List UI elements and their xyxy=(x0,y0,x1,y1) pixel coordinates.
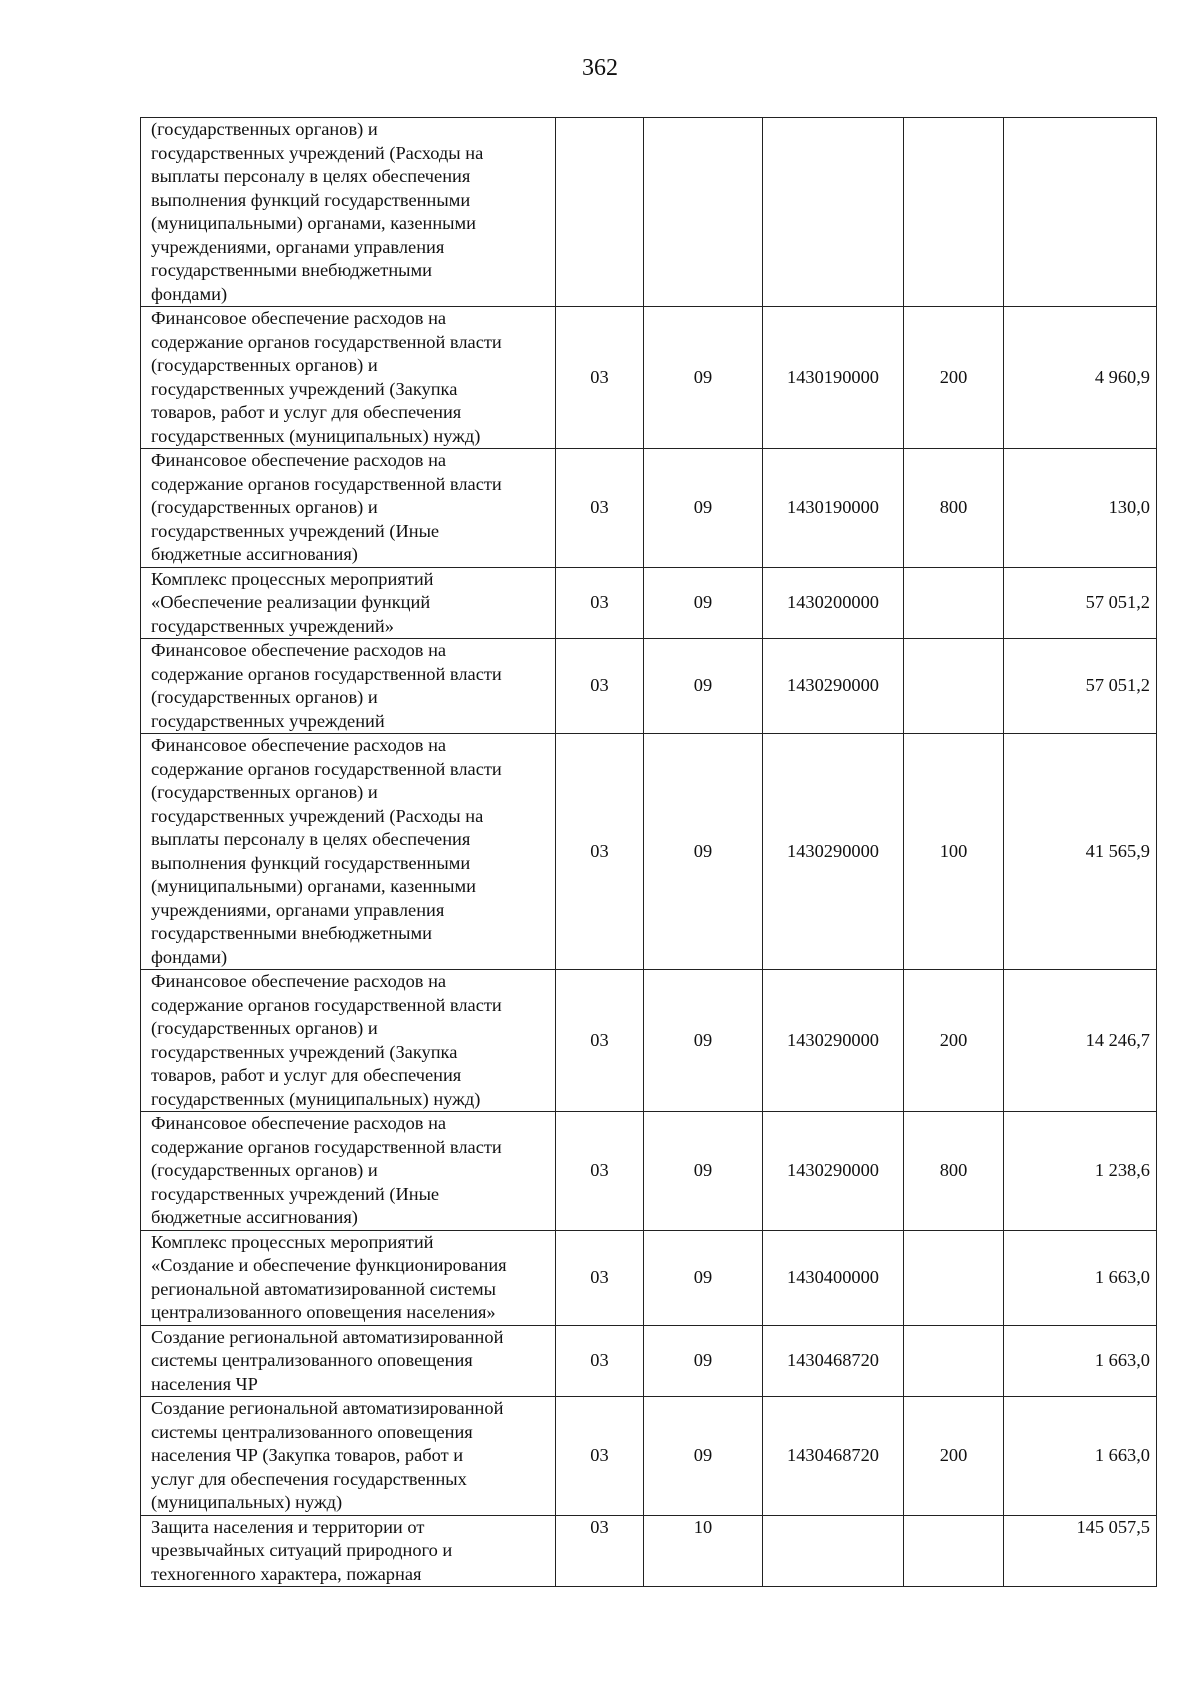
expense-name-line: содержание органов государственной власти xyxy=(151,1136,502,1157)
expense-name-line: услуг для обеспечения государственных xyxy=(151,1468,467,1489)
expense-name-line: Защита населения и территории от xyxy=(151,1516,425,1537)
expense-name-line: Создание региональной автоматизированной xyxy=(151,1398,504,1418)
expense-name-line: Создание региональной автоматизированной xyxy=(151,1326,504,1347)
subsection-code-cell: 09 xyxy=(644,1325,763,1397)
target-article-cell: 1430290000 xyxy=(763,970,904,1112)
subsection-code-cell: 09 xyxy=(644,567,763,639)
expense-name-cell xyxy=(141,1112,556,1231)
expense-name-cell xyxy=(141,1230,556,1325)
section-code-cell: 03 xyxy=(556,1112,644,1231)
expense-type-cell: 200 xyxy=(904,970,1004,1112)
table-row xyxy=(141,449,1157,568)
subsection-code-cell: 09 xyxy=(644,1112,763,1231)
expense-name-line: (муниципальных) нужд) xyxy=(151,1492,343,1512)
expense-name-line: «Обеспечение реализации функций xyxy=(151,592,431,612)
expense-name-line: населения ЧР (Закупка товаров, работ и xyxy=(151,1445,464,1465)
section-code-cell: 03 xyxy=(556,970,644,1112)
expense-name-line: (муниципальными) органами, казенными xyxy=(151,876,476,896)
expense-type-cell: 100 xyxy=(904,734,1004,970)
expense-name-line: (государственных органов) и xyxy=(151,782,378,802)
table-row xyxy=(141,639,1157,734)
expense-name-line: (государственных органов) и xyxy=(151,355,378,375)
expense-name-line: выплаты персоналу в целях обеспечения xyxy=(151,829,471,849)
expense-type-cell: 200 xyxy=(904,1397,1004,1516)
target-article-cell: 1430468720 xyxy=(763,1397,904,1516)
amount-cell: 57 051,2 xyxy=(1004,639,1157,734)
target-article-cell: 1430290000 xyxy=(763,1112,904,1231)
expense-name-line: Финансовое обеспечение расходов на xyxy=(151,308,447,328)
expense-name-line: населения ЧР xyxy=(151,1373,258,1394)
expense-name-cell xyxy=(141,639,556,734)
subsection-code-cell: 10 xyxy=(644,1515,763,1587)
expense-type-cell xyxy=(904,118,1004,307)
expense-name-line: содержание органов государственной власти xyxy=(151,994,502,1015)
expense-type-cell: 800 xyxy=(904,449,1004,568)
expense-name-line: чрезвычайных ситуаций природного и xyxy=(151,1540,453,1560)
expense-name-cell xyxy=(141,970,556,1112)
expense-type-cell xyxy=(904,1515,1004,1587)
section-code-cell: 03 xyxy=(556,1230,644,1325)
table-row xyxy=(141,1325,1157,1397)
expense-name-line: учреждениями, органами управления xyxy=(151,236,445,257)
expense-name-line: (государственных органов) и xyxy=(151,497,378,517)
expense-name-cell xyxy=(141,1397,556,1516)
budget-table xyxy=(140,117,1157,1587)
subsection-code-cell: 09 xyxy=(644,307,763,449)
expense-name-line: государственных учреждений (Закупка xyxy=(151,1041,458,1062)
expense-name-line: Комплекс процессных мероприятий xyxy=(151,1231,434,1252)
table-row xyxy=(141,1397,1157,1516)
section-code-cell: 03 xyxy=(556,567,644,639)
subsection-code-cell xyxy=(644,118,763,307)
expense-name-line: государственных учреждений (Закупка xyxy=(151,378,458,399)
expense-name-cell xyxy=(141,1325,556,1397)
expense-name-line: бюджетные ассигнования) xyxy=(151,544,358,564)
section-code-cell: 03 xyxy=(556,307,644,449)
expense-name-line: учреждениями, органами управления xyxy=(151,899,445,920)
expense-name-line: содержание органов государственной власти xyxy=(151,473,502,494)
budget-table-body xyxy=(141,118,1157,1587)
expense-name-cell xyxy=(141,1515,556,1587)
expense-name-line: выполнения функций государственными xyxy=(151,852,471,873)
expense-name-line: государственных (муниципальных) нужд) xyxy=(151,425,481,446)
amount-cell: 4 960,9 xyxy=(1004,307,1157,449)
section-code-cell: 03 xyxy=(556,1397,644,1516)
subsection-code-cell: 09 xyxy=(644,970,763,1112)
amount-cell: 1 663,0 xyxy=(1004,1230,1157,1325)
target-article-cell: 1430290000 xyxy=(763,639,904,734)
amount-cell: 1 238,6 xyxy=(1004,1112,1157,1231)
expense-name-line: (муниципальными) органами, казенными xyxy=(151,213,476,233)
expense-name-cell xyxy=(141,567,556,639)
target-article-cell: 1430290000 xyxy=(763,734,904,970)
expense-name-cell xyxy=(141,734,556,970)
expense-type-cell xyxy=(904,1230,1004,1325)
expense-name-line: (государственных органов) и xyxy=(151,687,378,707)
expense-type-cell xyxy=(904,1325,1004,1397)
expense-name-line: содержание органов государственной власти xyxy=(151,331,502,352)
amount-cell: 57 051,2 xyxy=(1004,567,1157,639)
expense-name-line: товаров, работ и услуг для обеспечения xyxy=(151,402,462,422)
expense-name-line: бюджетные ассигнования) xyxy=(151,1207,358,1227)
table-row xyxy=(141,1112,1157,1231)
amount-cell xyxy=(1004,118,1157,307)
expense-name-line: (государственных органов) и xyxy=(151,1160,378,1180)
section-code-cell: 03 xyxy=(556,449,644,568)
section-code-cell: 03 xyxy=(556,639,644,734)
table-row xyxy=(141,1230,1157,1325)
amount-cell: 1 663,0 xyxy=(1004,1325,1157,1397)
expense-name-line: государственными внебюджетными xyxy=(151,260,433,280)
expense-name-line: Финансовое обеспечение расходов на xyxy=(151,735,447,755)
expense-name-line: государственных учреждений (Расходы на xyxy=(151,142,484,163)
section-code-cell: 03 xyxy=(556,1515,644,1587)
expense-name-line: фондами) xyxy=(151,283,228,304)
expense-name-line: «Создание и обеспечение функционирования xyxy=(151,1255,507,1275)
table-row xyxy=(141,307,1157,449)
subsection-code-cell: 09 xyxy=(644,449,763,568)
expense-name-line: государственных учреждений (Иные xyxy=(151,520,440,541)
expense-type-cell: 800 xyxy=(904,1112,1004,1231)
table-row xyxy=(141,118,1157,307)
subsection-code-cell: 09 xyxy=(644,734,763,970)
expense-name-line: фондами) xyxy=(151,946,228,967)
subsection-code-cell: 09 xyxy=(644,1230,763,1325)
target-article-cell: 1430468720 xyxy=(763,1325,904,1397)
expense-name-line: (государственных органов) и xyxy=(151,119,378,139)
target-article-cell: 1430190000 xyxy=(763,449,904,568)
expense-name-line: товаров, работ и услуг для обеспечения xyxy=(151,1065,462,1085)
target-article-cell xyxy=(763,118,904,307)
amount-cell: 145 057,5 xyxy=(1004,1515,1157,1587)
section-code-cell xyxy=(556,118,644,307)
expense-name-line: региональной автоматизированной системы xyxy=(151,1278,497,1299)
expense-name-line: Финансовое обеспечение расходов на xyxy=(151,1113,447,1133)
expense-name-line: государственных учреждений xyxy=(151,710,385,731)
amount-cell: 130,0 xyxy=(1004,449,1157,568)
target-article-cell: 1430190000 xyxy=(763,307,904,449)
amount-cell: 1 663,0 xyxy=(1004,1397,1157,1516)
page-number: 362 xyxy=(582,55,618,81)
expense-type-cell xyxy=(904,639,1004,734)
expense-name-line: Комплекс процессных мероприятий xyxy=(151,568,434,589)
expense-name-line: государственных учреждений (Расходы на xyxy=(151,805,484,826)
expense-name-cell xyxy=(141,449,556,568)
expense-name-line: системы централизованного оповещения xyxy=(151,1421,473,1442)
table-row xyxy=(141,1515,1157,1587)
subsection-code-cell: 09 xyxy=(644,1397,763,1516)
table-row xyxy=(141,970,1157,1112)
expense-name-line: Финансовое обеспечение расходов на xyxy=(151,640,447,660)
target-article-cell: 1430200000 xyxy=(763,567,904,639)
expense-name-line: выплаты персоналу в целях обеспечения xyxy=(151,166,471,186)
expense-name-line: содержание органов государственной власти xyxy=(151,663,502,684)
expense-name-line: централизованного оповещения населения» xyxy=(151,1302,496,1322)
expense-name-cell xyxy=(141,118,556,307)
expense-name-line: государственных учреждений» xyxy=(151,615,394,636)
target-article-cell xyxy=(763,1515,904,1587)
subsection-code-cell: 09 xyxy=(644,639,763,734)
expense-name-line: выполнения функций государственными xyxy=(151,189,471,210)
expense-name-line: техногенного характера, пожарная xyxy=(151,1563,422,1584)
expense-name-line: Финансовое обеспечение расходов на xyxy=(151,971,447,991)
expense-name-line: содержание органов государственной власти xyxy=(151,758,502,779)
expense-name-line: Финансовое обеспечение расходов на xyxy=(151,450,447,470)
amount-cell: 14 246,7 xyxy=(1004,970,1157,1112)
expense-name-line: государственных учреждений (Иные xyxy=(151,1183,440,1204)
table-row xyxy=(141,734,1157,970)
expense-name-line: государственными внебюджетными xyxy=(151,923,433,943)
section-code-cell: 03 xyxy=(556,734,644,970)
expense-name-line: системы централизованного оповещения xyxy=(151,1350,473,1370)
table-row xyxy=(141,567,1157,639)
target-article-cell: 1430400000 xyxy=(763,1230,904,1325)
section-code-cell: 03 xyxy=(556,1325,644,1397)
expense-name-line: (государственных органов) и xyxy=(151,1018,378,1038)
expense-type-cell xyxy=(904,567,1004,639)
expense-name-line: государственных (муниципальных) нужд) xyxy=(151,1088,481,1109)
expense-name-cell xyxy=(141,307,556,449)
amount-cell: 41 565,9 xyxy=(1004,734,1157,970)
expense-type-cell: 200 xyxy=(904,307,1004,449)
